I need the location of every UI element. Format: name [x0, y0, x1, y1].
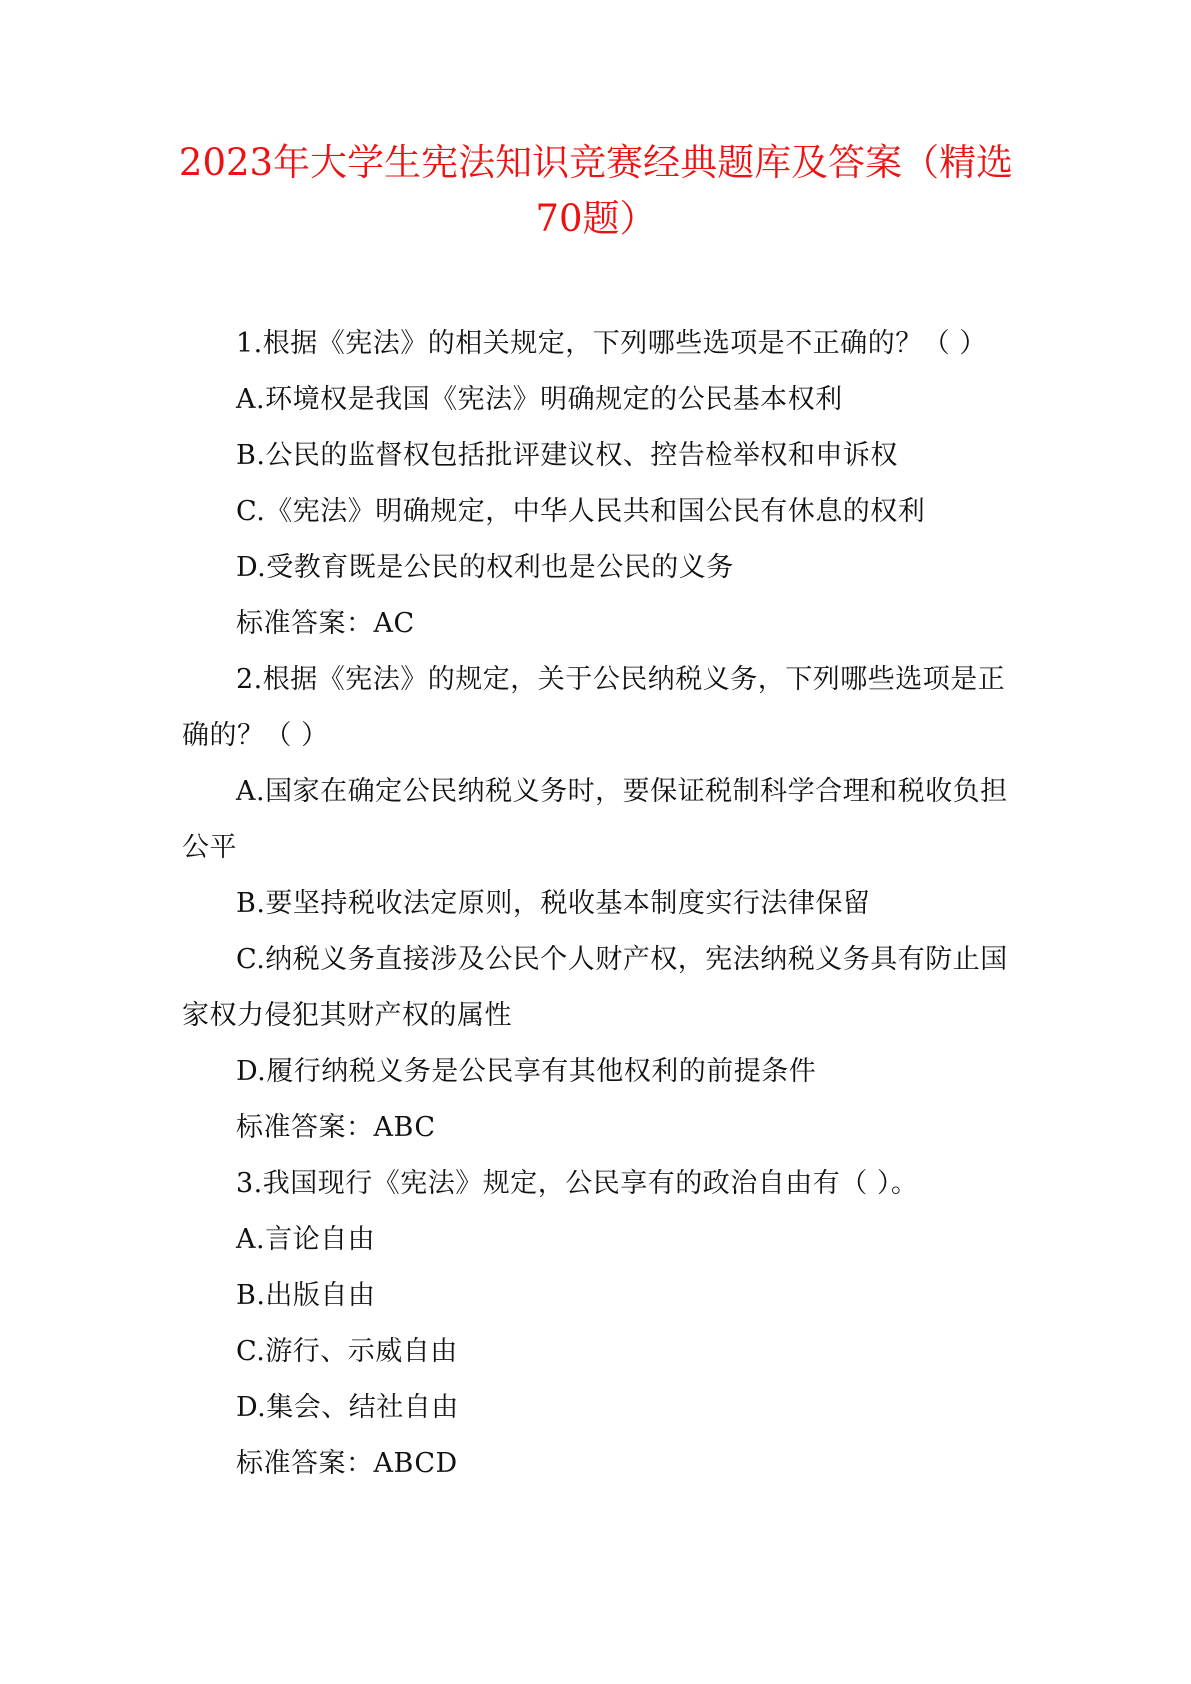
q3-option-a: A.言论自由: [236, 1224, 376, 1255]
q1-stem: 1.根据《宪法》的相关规定，下列哪些选项是不正确的？（ ）: [236, 328, 987, 359]
q3-option-b: B.出版自由: [236, 1280, 376, 1311]
document-title: 2023年大学生宪法知识竞赛经典题库及答案（精选70题）: [178, 141, 1014, 240]
q1-answer: 标准答案：AC: [236, 608, 415, 639]
q2-answer: 标准答案：ABC: [236, 1112, 436, 1143]
q1-option-c: C.《宪法》明确规定，中华人民共和国公民有休息的权利: [236, 496, 926, 527]
q2-option-b: B.要坚持税收法定原则，税收基本制度实行法律保留: [236, 888, 871, 919]
q2-option-d: D.履行纳税义务是公民享有其他权利的前提条件: [236, 1056, 817, 1087]
q3-option-c: C.游行、示威自由: [236, 1336, 458, 1367]
q3-option-d: D.集会、结社自由: [236, 1392, 459, 1423]
q1-option-a: A.环境权是我国《宪法》明确规定的公民基本权利: [236, 384, 843, 415]
q3-answer: 标准答案：ABCD: [236, 1448, 458, 1479]
document-body: [182, 316, 1016, 1492]
q1-option-d: D.受教育既是公民的权利也是公民的义务: [236, 552, 734, 583]
q1-option-b: B.公民的监督权包括批评建议权、控告检举权和申诉权: [236, 440, 898, 471]
q3-stem: 3.我国现行《宪法》规定，公民享有的政治自由有（ ）。: [236, 1168, 919, 1199]
q2-stem: 2.根据《宪法》的规定，关于公民纳税义务，下列哪些选项是正确的？（ ）: [182, 664, 1006, 751]
q2-option-a: A.国家在确定公民纳税义务时，要保证税制科学合理和税收负担公平: [182, 776, 1008, 863]
q2-option-c: C.纳税义务直接涉及公民个人财产权，宪法纳税义务具有防止国家权力侵犯其财产权的属性: [182, 944, 1008, 1031]
